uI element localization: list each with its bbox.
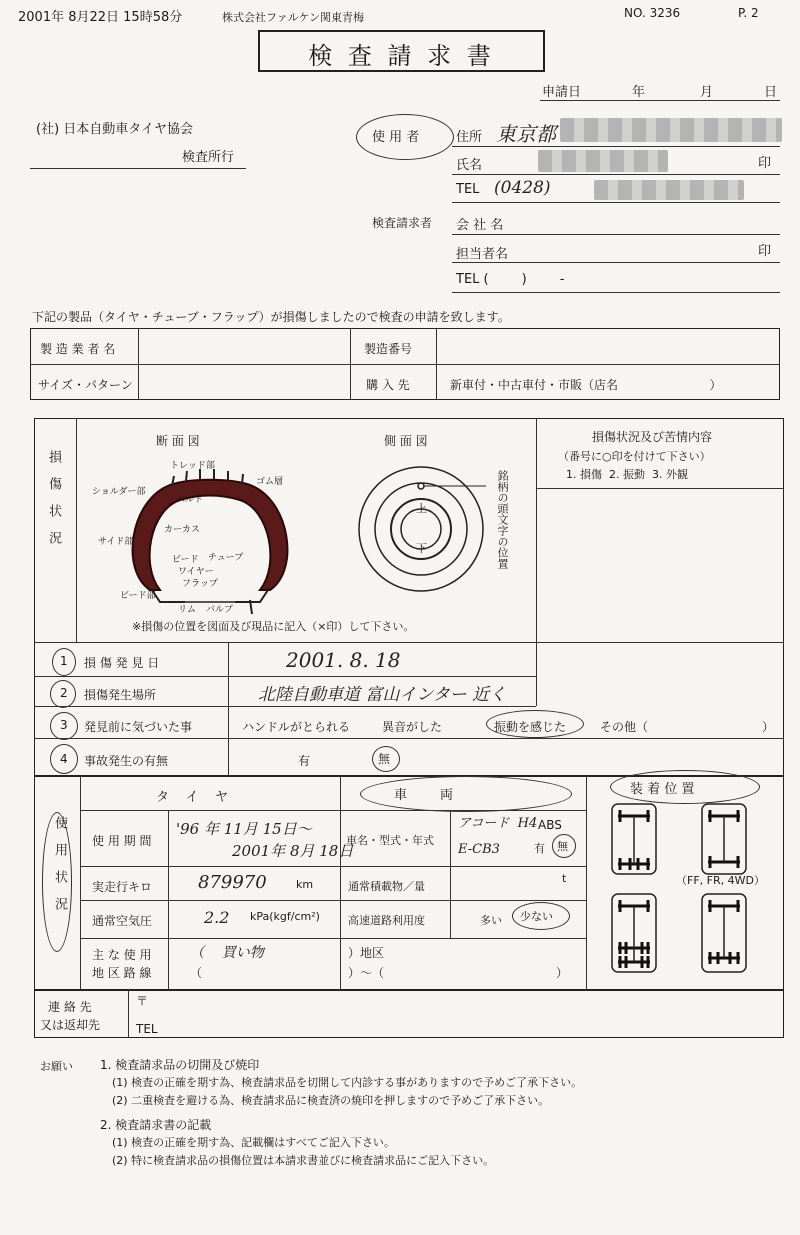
redacted-tel	[594, 180, 744, 200]
damage-bottom-line	[34, 642, 784, 643]
damage-diagram-col	[536, 418, 537, 642]
part-shoulder: ショルダー部	[92, 487, 146, 497]
row3-close: ）	[762, 720, 775, 734]
notes-2-2: (2) 特に検査請求品の損傷位置は本請求書並びに検査請求品にご記入下さい。	[112, 1154, 495, 1167]
section-view-title: 断 面 図	[156, 434, 200, 448]
row2-value: 北陸自動車道 富山インター 近く	[258, 685, 507, 705]
page-title: 検 査 請 求 書	[308, 42, 495, 70]
area-label-1: 主 な 使 用	[92, 948, 152, 962]
application-date-year: 年	[632, 85, 646, 100]
purchase-value: 新車付・中古車付・市販（店名 ）	[450, 378, 722, 392]
part-tread: トレッド部	[170, 461, 215, 471]
user-tel-value: (0428)	[494, 178, 551, 198]
row1-num: 1	[60, 654, 68, 668]
part-wire: ワイヤー	[178, 567, 214, 577]
usage-row2-bottom	[80, 900, 586, 901]
row3-opt1: ハンドルがとられる	[242, 720, 351, 734]
user-label: 使 用 者	[372, 130, 420, 145]
requester-tel: TEL ( ) -	[456, 272, 565, 287]
vehicle-header: 車 両	[394, 788, 454, 803]
part-bead-part: ビード部	[120, 591, 156, 601]
application-date-day: 日	[764, 85, 778, 100]
notes-h2: 2. 検査請求書の記載	[100, 1118, 212, 1132]
car-ari: 有	[534, 842, 545, 855]
part-flap: フラップ	[182, 579, 218, 589]
requester-tel-underline	[452, 292, 780, 293]
usage-vehicle-label-col	[450, 810, 451, 938]
mark-note: ※損傷の位置を図面及び現品に記入（×印）して下さい。	[132, 620, 415, 633]
product-col1	[138, 328, 139, 400]
notes-h1: 1. 検査請求品の切開及び焼印	[100, 1058, 260, 1072]
side-view-title: 側 面 図	[384, 434, 428, 448]
pressure-label: 通常空気圧	[92, 914, 153, 928]
serial-label: 製造番号	[364, 342, 413, 356]
pressure-value: 2.2	[204, 908, 230, 927]
contact-col	[128, 990, 129, 1038]
notes-1-2: (2) 二重検査を避ける為、検査請求品に検査済の焼印を押しますので予めご了承下さい。	[112, 1094, 550, 1107]
redacted-address	[560, 118, 782, 142]
area-suffix-1: ）地区	[348, 946, 385, 960]
row4-no: 無	[378, 752, 391, 766]
area-value-2: （	[190, 966, 203, 980]
side-view-bottom: 下	[416, 542, 427, 555]
tire-side-view-diagram	[356, 464, 486, 594]
drive-types: （FF, FR, 4WD）	[676, 874, 765, 887]
user-name-label: 氏名	[456, 158, 483, 173]
part-bead: ビード	[172, 555, 199, 565]
requester-seal: 印	[758, 244, 772, 259]
usage-side-col	[80, 776, 81, 990]
address-underline	[452, 146, 780, 147]
notes-1-1: (1) 検査の正確を期す為、検査請求品を切開して内診する事がありますので予めご了承下さい。	[112, 1076, 583, 1089]
row1-label: 損 傷 発 見 日	[84, 656, 160, 670]
part-tube: チューブ	[208, 553, 244, 563]
user-seal: 印	[758, 156, 772, 171]
period-label: 使 用 期 間	[92, 834, 152, 848]
notes-label: お願い	[40, 1060, 73, 1073]
area-value-1: （ 買い物	[190, 945, 264, 961]
car-label: 車名・型式・年式	[346, 834, 434, 847]
area-label-2: 地 区 路 線	[92, 966, 152, 980]
product-col2	[350, 328, 351, 400]
redacted-name	[538, 150, 668, 172]
brand-initial-note: 銘柄の頭文字の位置	[496, 470, 509, 569]
row3-opt2: 異音がした	[382, 720, 443, 734]
state-options: 1. 損傷 2. 振動 3. 外観	[566, 468, 688, 481]
requester-company-label: 会 社 名	[456, 218, 504, 233]
damage-side-label: 損傷状況	[46, 450, 61, 558]
requester-label: 検査請求者	[372, 216, 433, 230]
mileage-unit: km	[296, 878, 314, 891]
fax-number: NO. 3236	[624, 6, 681, 20]
product-row-divider	[30, 364, 780, 365]
row3-num: 3	[60, 718, 68, 732]
area-close-2: ）	[556, 966, 569, 980]
load-label: 通常積載物／量	[348, 880, 425, 893]
product-col3	[436, 328, 437, 400]
application-date-month: 月	[700, 85, 714, 100]
contact-tel: TEL	[136, 1022, 158, 1036]
row4-label: 事故発生の有無	[84, 754, 169, 768]
fax-datetime: 2001年 8月22日 15時58分	[18, 10, 183, 25]
size-pattern-label: サイズ・パターン	[38, 378, 133, 392]
mount-header: 装 着 位 置	[630, 782, 695, 797]
purchase-label: 購 入 先	[366, 378, 410, 392]
state-title: 損傷状況及び苦情内容	[592, 430, 713, 444]
pressure-unit: kPa(kgf/cm²)	[250, 910, 320, 923]
car-value-2: E-CB3	[458, 842, 500, 857]
usage-tire-vehicle-col	[340, 776, 341, 990]
area-suffix-2: ）～（	[348, 966, 385, 980]
row2-bottom	[34, 706, 536, 707]
usage-side-label: 使用状況	[52, 816, 67, 924]
usage-side-circle	[42, 812, 72, 952]
row4-yes: 有	[298, 754, 311, 768]
application-date-label: 申請日	[542, 85, 582, 100]
maker-label: 製 造 業 者 名	[40, 342, 116, 356]
contact-label-1: 連 絡 先	[48, 1000, 92, 1014]
user-address-label: 住所	[456, 130, 483, 145]
highway-low: 少ない	[520, 910, 553, 923]
row3-opt4: その他（	[600, 720, 649, 734]
contact-postal: 〒	[136, 994, 149, 1008]
intro-text: 下記の製品（タイヤ・チューブ・フラップ）が損傷しましたので検査の申請を致します。	[32, 310, 510, 324]
part-valve: バルブ	[206, 605, 234, 615]
car-abs: ABS	[538, 818, 562, 832]
notes-2-1: (1) 検査の正確を期す為、記載欄はすべてご記入下さい。	[112, 1136, 395, 1149]
rows-col	[228, 642, 229, 776]
addressee-dept: 検査所行	[182, 150, 235, 165]
state-hint: （番号に○印を付けて下さい）	[558, 450, 711, 463]
usage-row3-bottom	[80, 938, 586, 939]
row1-bottom	[34, 676, 536, 677]
car-nashi: 無	[557, 840, 568, 853]
row1-value: 2001. 8. 18	[286, 648, 401, 672]
row2-num: 2	[60, 686, 68, 700]
tel-underline	[452, 202, 780, 203]
row3-label: 発見前に気づいた事	[84, 720, 193, 734]
side-view-top: 上	[416, 502, 427, 515]
row4-num: 4	[60, 752, 68, 766]
usage-vehicle-mount-col	[586, 776, 587, 990]
user-tel-label: TEL	[456, 182, 480, 197]
fax-page: P. 2	[738, 6, 759, 20]
addressee-org: (社) 日本自動車タイヤ協会	[36, 122, 194, 137]
person-underline	[452, 262, 780, 263]
part-rubber: ゴム層	[256, 477, 284, 487]
mileage-label: 実走行キロ	[92, 880, 153, 894]
date-underline	[540, 100, 780, 101]
part-side: サイド部	[98, 537, 134, 547]
rows-right-col	[536, 642, 537, 706]
name-underline	[452, 174, 780, 175]
part-rim: リム	[178, 605, 197, 615]
state-divider	[536, 488, 784, 489]
car-value-1: アコード H4	[458, 816, 538, 831]
requester-person-label: 担当者名	[456, 247, 509, 262]
mileage-value: 879970	[198, 872, 267, 893]
row2-label: 損傷発生場所	[84, 688, 157, 702]
usage-row1-bottom	[80, 866, 586, 867]
vehicle-header-circle	[360, 776, 572, 812]
period-line2: 2001年 8月 18日	[232, 842, 354, 860]
mounting-position-diagrams	[606, 798, 776, 978]
fax-company: 株式会社ファルケン関東青梅	[222, 11, 365, 24]
addressee-underline	[30, 168, 246, 169]
highway-label: 高速道路利用度	[348, 914, 425, 927]
company-underline	[452, 234, 780, 235]
load-unit: t	[562, 872, 567, 885]
highway-high: 多い	[480, 914, 502, 927]
damage-side-col	[76, 418, 77, 642]
part-belt: ベルト	[176, 495, 204, 505]
contact-label-2: 又は返却先	[40, 1018, 101, 1032]
row3-opt3: 振動を感じた	[494, 720, 567, 734]
part-carcass: カーカス	[164, 525, 200, 535]
tire-header: タ イ ヤ	[156, 790, 229, 805]
row3-bottom	[34, 738, 784, 739]
period-line1: '96 年 11月 15日～	[176, 820, 312, 838]
user-address-value: 東京都	[496, 122, 556, 146]
